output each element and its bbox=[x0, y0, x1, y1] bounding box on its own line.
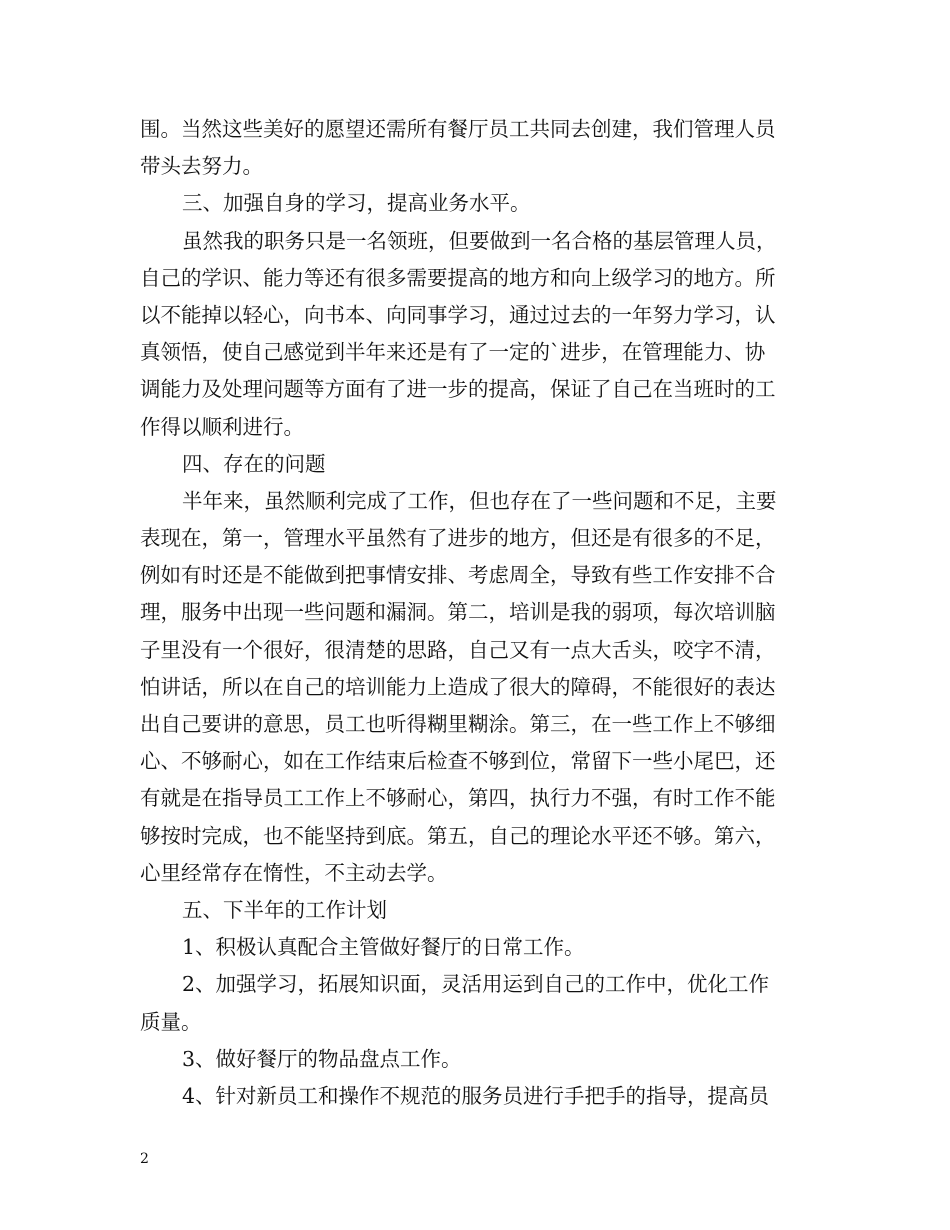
text-line: 表现在，第一，管理水平虽然有了进步的地方，但还是有很多的不足， bbox=[140, 526, 776, 551]
text-line: 有就是在指导员工工作上不够耐心，第四，执行力不强，有时工作不能 bbox=[140, 786, 776, 811]
text-line: 怕讲话，所以在自己的培训能力上造成了很大的障碍，不能很好的表达 bbox=[140, 674, 776, 699]
section-heading: 五、下半年的工作计划 bbox=[182, 897, 387, 922]
text-line: 心、不够耐心，如在工作结束后检查不够到位，常留下一些小尾巴，还 bbox=[140, 749, 776, 774]
text-line: 以不能掉以轻心，向书本、向同事学习，通过过去的一年努力学习，认 bbox=[140, 302, 776, 327]
list-item: 1、积极认真配合主管做好餐厅的日常工作。 bbox=[182, 935, 585, 960]
section-heading: 三、加强自身的学习，提高业务水平。 bbox=[182, 191, 531, 216]
section-heading: 四、存在的问题 bbox=[182, 451, 326, 476]
text-line: 围。当然这些美好的愿望还需所有餐厅员工共同去创建，我们管理人员 bbox=[140, 117, 776, 141]
list-item: 2、加强学习，拓展知识面，灵活用运到自己的工作中，优化工作 bbox=[182, 972, 770, 997]
text-line: 半年来，虽然顺利完成了工作，但也存在了一些问题和不足，主要 bbox=[182, 488, 777, 513]
text-line: 带头去努力。 bbox=[140, 154, 263, 179]
text-line: 虽然我的职务只是一名领班，但要做到一名合格的基层管理人员， bbox=[182, 228, 777, 253]
text-line: 心里经常存在惰性，不主动去学。 bbox=[140, 860, 448, 885]
text-line: 够按时完成，也不能坚持到底。第五，自己的理论水平还不够。第六， bbox=[140, 823, 776, 848]
text-line: 质量。 bbox=[140, 1009, 202, 1034]
text-line: 子里没有一个很好，很清楚的思路，自己又有一点大舌头，咬字不清， bbox=[140, 637, 776, 662]
text-line: 出自己要讲的意思，员工也听得糊里糊涂。第三，在一些工作上不够细 bbox=[140, 712, 776, 736]
text-line: 作得以顺利进行。 bbox=[140, 414, 304, 439]
text-line: 理，服务中出现一些问题和漏洞。第二，培训是我的弱项，每次培训脑 bbox=[140, 600, 776, 625]
list-item: 4、针对新员工和操作不规范的服务员进行手把手的指导，提高员 bbox=[182, 1083, 770, 1108]
text-line: 例如有时还是不能做到把事情安排、考虑周全，导致有些工作安排不合 bbox=[140, 563, 776, 588]
text-line: 调能力及处理问题等方面有了进一步的提高，保证了自己在当班时的工 bbox=[140, 377, 776, 402]
text-line: 真领悟，使自己感觉到半年来还是有了一定的`进步，在管理能力、协 bbox=[140, 340, 766, 365]
list-item: 3、做好餐厅的物品盘点工作。 bbox=[182, 1046, 462, 1071]
text-line: 自己的学识、能力等还有很多需要提高的地方和向上级学习的地方。所 bbox=[140, 265, 776, 290]
page-number: 2 bbox=[140, 1151, 149, 1167]
document-body bbox=[140, 111, 820, 1115]
